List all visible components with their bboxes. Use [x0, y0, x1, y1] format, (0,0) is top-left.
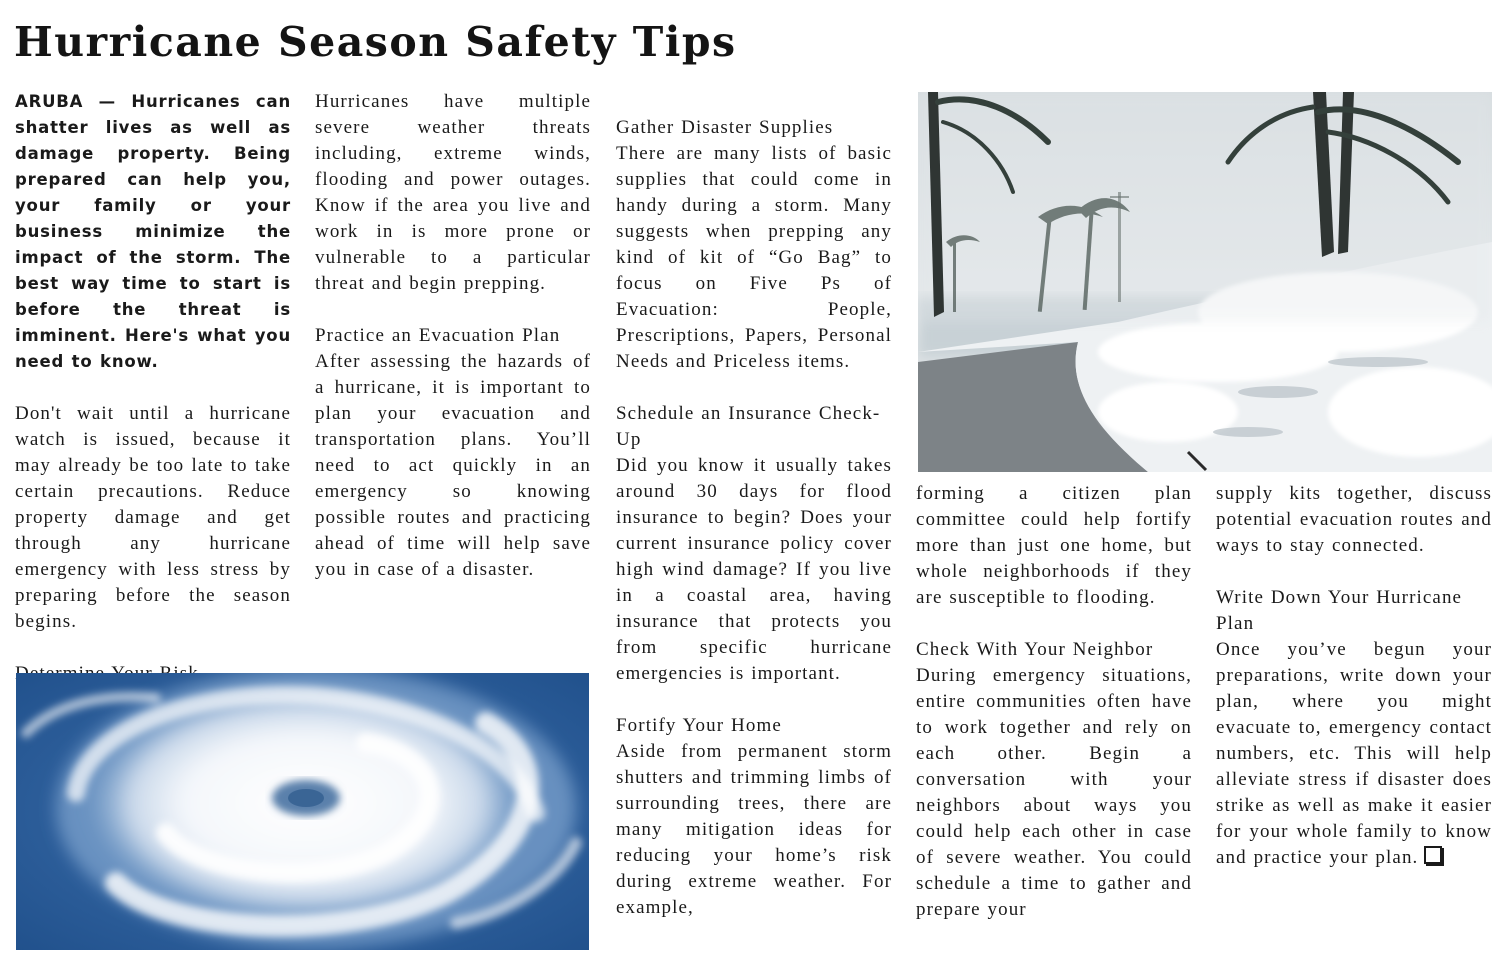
column-3: [616, 115, 892, 921]
subheading-evacuation-plan: Practice an Evacuation Plan: [315, 325, 561, 346]
subheading-write-plan: Write Down Your Hurricane Plan: [1216, 587, 1463, 634]
paragraph-disaster-supplies: There are many lists of basic supplies that could come in handy during a storm. Many suggests when prepping any kind of kit of “Go Bag” to focus on Five Ps of Evacuation: People, Prescriptions, Papers, Personal Needs and Priceless items.: [616, 143, 892, 372]
subheading-disaster-supplies: Gather Disaster Supplies: [616, 117, 834, 138]
paragraph-determine-risk: Hurricanes have multiple severe weather threats including, extreme winds, flooding and power outages. Know if the area you live and work in is more prone or vulnerable to a particular threat and begin prepping.: [315, 91, 591, 294]
paragraph-fortify-home-part1: Aside from permanent storm shutters and trimming limbs of surrounding trees, there are many mitigation ideas for reducing your home’s risk during extreme weather. For example,: [616, 741, 892, 918]
paragraph-insurance-checkup: Did you know it usually takes around 30 days for flood insurance to begin? Does your current insurance policy cover high wind damage? If you live in a coastal area, having insurance that protects you from specific hurricane emergencies is important.: [616, 455, 892, 684]
subheading-insurance-checkup: Schedule an Insurance Check-Up: [616, 403, 881, 450]
subheading-fortify-home: Fortify Your Home: [616, 715, 782, 736]
paragraph-fortify-home-part2: forming a citizen plan committee could help fortify more than just one home, but whole neighborhoods if they are susceptible to flooding.: [916, 483, 1192, 608]
article-title: Hurricane Season Safety Tips: [14, 18, 737, 66]
column-2: [315, 89, 591, 583]
column-4: [916, 481, 1192, 923]
hurricane-satellite-photo: [16, 673, 589, 950]
paragraph-check-neighbor-part2: supply kits together, discuss potential evacuation routes and ways to stay connected.: [1216, 483, 1492, 556]
lead-paragraph: ARUBA — Hurricanes can shatter lives as well as damage property. Being prepared can help you, your family or your business minimize the impact of the storm. The best way time to start is before the threat is imminent. Here's what you need to know.: [15, 92, 291, 371]
paragraph-evacuation-plan: After assessing the hazards of a hurricane, it is important to plan your evacuation and transportation plans. You’ll need to act quickly in an emergency so knowing possible routes and practicing ahead of time will help save you in case of a disaster.: [315, 351, 591, 580]
end-of-article-icon: [1424, 846, 1442, 864]
column-1: [15, 89, 291, 687]
paragraph-write-plan: Once you’ve begun your preparations, write down your plan, where you might evacuate to, emergency contact numbers, etc. This will help alleviate stress if disaster does strike as well as make it easier for your whole family to know and practice your plan.: [1216, 639, 1492, 868]
palm-trees-storm-photo: [918, 92, 1492, 472]
column-5: [1216, 481, 1492, 871]
intro-paragraph: Don't wait until a hurricane watch is issued, because it may already be too late to take certain precautions. Reduce property damage and get through any hurricane emergency with less stress by preparing before the season begins.: [15, 403, 291, 632]
paragraph-check-neighbor-part1: During emergency situations, entire communities often have to work together and rely on each other. Begin a conversation with your neighbors about ways you could help each other in case of severe weather. You could schedule a time to gather and prepare your: [916, 665, 1192, 920]
subheading-check-neighbor: Check With Your Neighbor: [916, 639, 1154, 660]
